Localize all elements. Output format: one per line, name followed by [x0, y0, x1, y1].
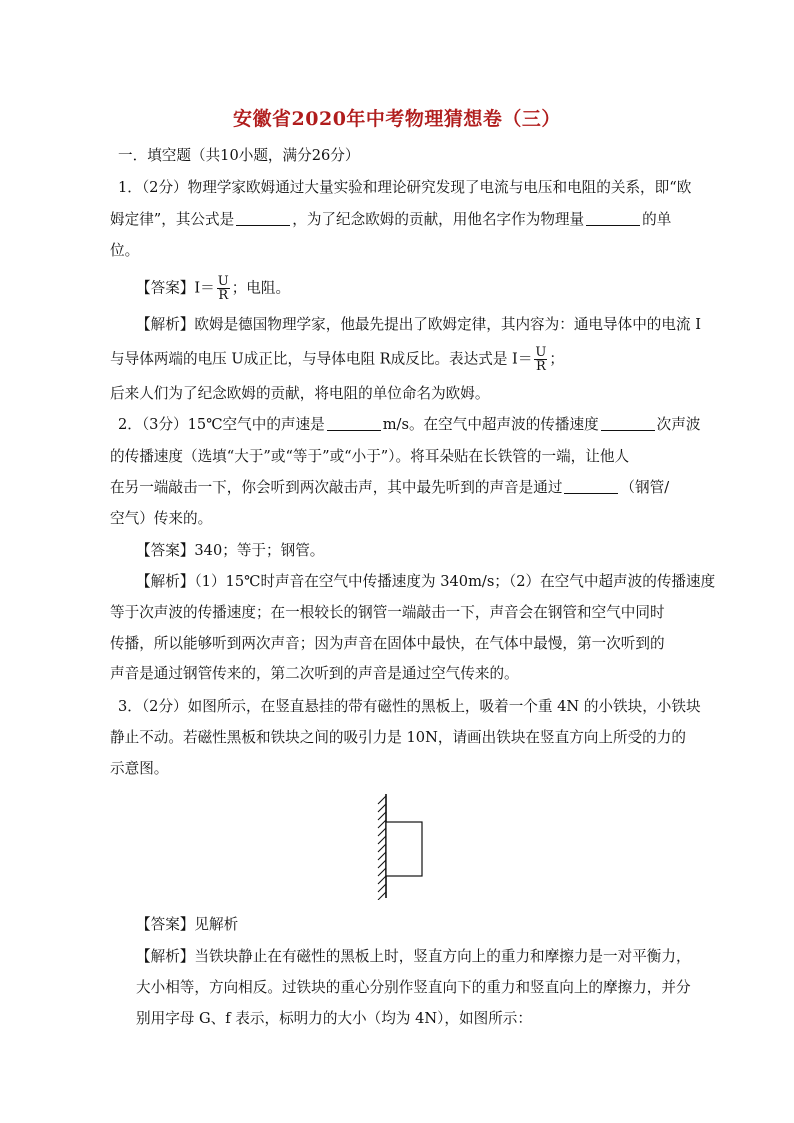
- page-title: 安徽省2020年中考物理猜想卷（三）: [233, 108, 561, 130]
- wall-hatching: [378, 796, 386, 900]
- q1-text-a: 姆定律”，其公式是: [110, 211, 235, 228]
- q2-line-1: [118, 415, 700, 435]
- q2-line-4: 空气）传来的。: [110, 510, 213, 527]
- answer-blank: [586, 211, 640, 226]
- answer-blank: [327, 416, 381, 431]
- answer-blank: [601, 416, 655, 431]
- q1-answer: [136, 275, 290, 302]
- answer-blank: [236, 211, 290, 226]
- answer-blank: [564, 479, 618, 494]
- q1-line-3: 位。: [110, 242, 140, 259]
- q3-line-2: 静止不动。若磁性黑板和铁块之间的吸引力是 10N，请画出铁块在竖直方向上所受的力的: [110, 729, 686, 746]
- fraction-denominator: R: [536, 359, 546, 374]
- fraction-numerator: U: [535, 345, 547, 360]
- q3-explanation-1: 【解析】当铁块静止在有磁性的黑板上时，竖直方向上的重力和摩擦力是一对平衡力，: [136, 948, 691, 965]
- q3-explanation-2: 大小相等，方向相反。过铁块的重心分别作竖直向下的重力和竖直向上的摩擦力，并分: [136, 979, 691, 996]
- explanation-text: ；: [549, 350, 564, 368]
- q2-answer: 【答案】340；等于；钢管。: [136, 542, 325, 559]
- answer-text: ；电阻。: [231, 279, 291, 297]
- q2-explanation-4: 声音是通过钢管传来的，第二次听到的声音是通过空气传来的。: [110, 665, 519, 682]
- fraction: [534, 346, 547, 373]
- q1-text-c: 的单: [642, 211, 672, 228]
- fraction: [217, 275, 230, 302]
- q2-explanation-3: 传播，所以能够听到两次声音；因为声音在固体中最快，在气体中最慢，第一次听到的: [110, 635, 665, 652]
- answer-label: 【答案】I＝: [136, 279, 215, 297]
- q1-text-b: ，为了纪念欧姆的贡献，用他名字作为物理量: [292, 211, 585, 228]
- blackboard-iron-block-figure: [370, 792, 430, 900]
- q2-text-a: 2．（3分）15℃空气中的声速是: [118, 416, 325, 433]
- q1-line-2: [110, 210, 671, 230]
- q1-explanation-1: 【解析】欧姆是德国物理学家，他最先提出了欧姆定律，其内容为：通电导体中的电流 I: [136, 316, 701, 333]
- q2-text-b: m/s。在空气中超声波的传播速度: [382, 416, 599, 433]
- q1-explanation-3: 后来人们为了纪念欧姆的贡献，将电阻的单位命名为欧姆。: [110, 385, 490, 402]
- q2-explanation-2: 等于次声波的传播速度；在一根较长的钢管一端敲击一下，声音会在钢管和空气中同时: [110, 604, 665, 621]
- q3-line-3: 示意图。: [110, 760, 169, 777]
- fraction-denominator: R: [218, 288, 229, 303]
- q2-line-2: 的传播速度（选填“大于”或“等于”或“小于”）。将耳朵贴在长铁管的一端，让他人: [110, 448, 630, 465]
- q3-answer: 【答案】见解析: [136, 916, 239, 933]
- q2-line-3: [110, 478, 669, 498]
- q2-text-a: 在另一端敲击一下，你会听到两次敲击声，其中最先听到的声音是通过: [110, 479, 563, 496]
- fraction-numerator: U: [217, 274, 229, 289]
- q2-text-b: （钢管/: [620, 479, 670, 496]
- explanation-text: 与导体两端的电压 U成正比，与导体电阻 R成反比。表达式是 I＝: [110, 350, 533, 368]
- section-heading: 一．填空题（共10小题，满分26分）: [118, 147, 360, 164]
- q1-line-1: 1．（2分）物理学家欧姆通过大量实验和理论研究发现了电流与电压和电阻的关系，即“欧: [118, 179, 692, 196]
- q2-text-c: 次声波: [656, 416, 701, 433]
- q3-explanation-3: 别用字母 G、f 表示，标明力的大小（均为 4N），如图所示：: [136, 1010, 532, 1027]
- q3-line-1: 3．（2分）如图所示，在竖直悬挂的带有磁性的黑板上，吸着一个重 4N 的小铁块，小铁块: [118, 698, 701, 715]
- q1-explanation-2: [110, 346, 564, 373]
- q2-explanation-1: 【解析】（1）15℃时声音在空气中传播速度为 340m/s；（2）在空气中超声波的传播速度: [136, 573, 716, 590]
- iron-block: [386, 822, 422, 876]
